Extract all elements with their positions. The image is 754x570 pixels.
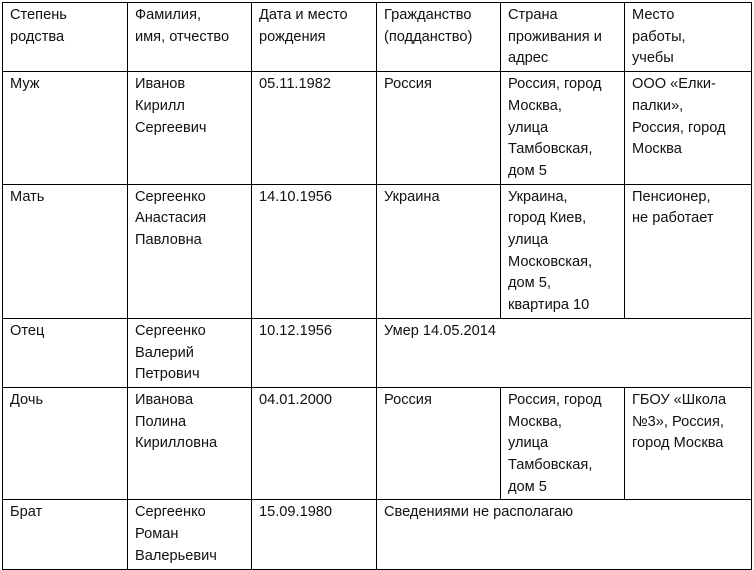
table-row <box>3 184 752 318</box>
birth-cell: 04.01.2000 <box>252 387 377 500</box>
header-relation: Степень родства <box>3 3 128 72</box>
relation-cell: Брат <box>3 500 128 569</box>
table-row <box>3 500 752 569</box>
name-cell: Иванов Кирилл Сергеевич <box>128 72 252 185</box>
header-work: Место работы, учебы <box>625 3 752 72</box>
table-row <box>3 318 752 387</box>
name-cell: Иванова Полина Кирилловна <box>128 387 252 500</box>
relation-cell: Отец <box>3 318 128 387</box>
relation-cell: Муж <box>3 72 128 185</box>
name-cell: Сергеенко Валерий Петрович <box>128 318 252 387</box>
work-cell: ГБОУ «Школа №3», Россия, город Москва <box>625 387 752 500</box>
address-cell: Украина, город Киев, улица Московская, дом 5, квартира 10 <box>501 184 625 318</box>
header-row <box>3 3 752 72</box>
table-row <box>3 72 752 185</box>
name-cell: Сергеенко Роман Валерьевич <box>128 500 252 569</box>
birth-cell: 14.10.1956 <box>252 184 377 318</box>
relation-cell: Мать <box>3 184 128 318</box>
citizenship-cell: Россия <box>377 72 501 185</box>
header-address: Страна проживания и адрес <box>501 3 625 72</box>
birth-cell: 10.12.1956 <box>252 318 377 387</box>
address-cell: Россия, город Москва, улица Тамбовская, дом 5 <box>501 387 625 500</box>
relatives-table <box>2 2 752 570</box>
birth-cell: 05.11.1982 <box>252 72 377 185</box>
header-birth: Дата и место рождения <box>252 3 377 72</box>
note-cell: Сведениями не располагаю <box>377 500 752 569</box>
name-cell: Сергеенко Анастасия Павловна <box>128 184 252 318</box>
citizenship-cell: Украина <box>377 184 501 318</box>
address-cell: Россия, город Москва, улица Тамбовская, дом 5 <box>501 72 625 185</box>
work-cell: ООО «Елки- палки», Россия, город Москва <box>625 72 752 185</box>
header-citizenship: Гражданство (подданство) <box>377 3 501 72</box>
work-cell: Пенсионер, не работает <box>625 184 752 318</box>
note-cell: Умер 14.05.2014 <box>377 318 752 387</box>
table-row <box>3 387 752 500</box>
header-full-name: Фамилия, имя, отчество <box>128 3 252 72</box>
citizenship-cell: Россия <box>377 387 501 500</box>
relation-cell: Дочь <box>3 387 128 500</box>
birth-cell: 15.09.1980 <box>252 500 377 569</box>
